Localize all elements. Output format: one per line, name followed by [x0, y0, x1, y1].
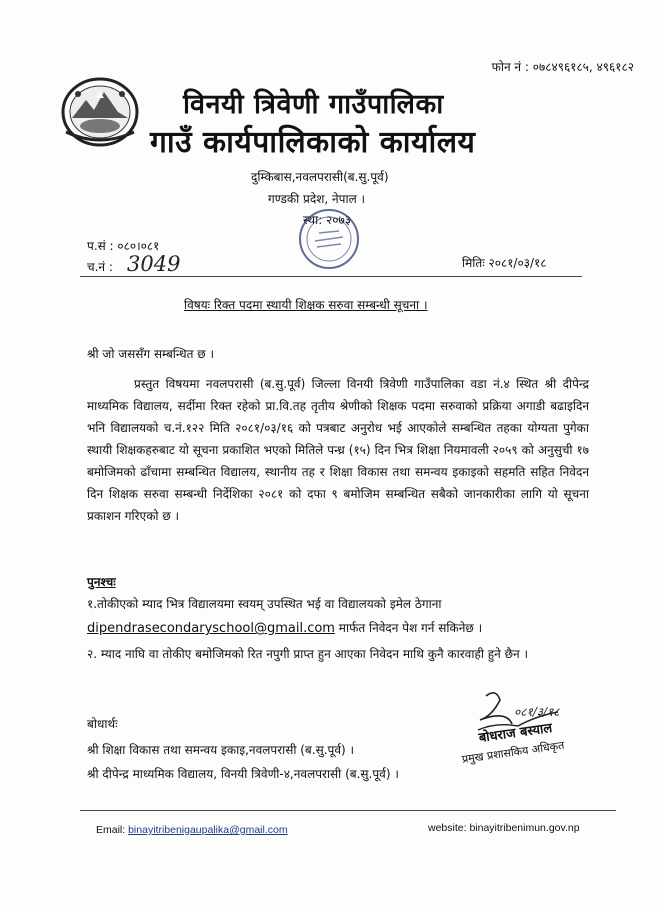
nepal-emblem-icon	[60, 72, 140, 148]
address-line3: स्था: २०७३	[303, 213, 352, 227]
school-email-link[interactable]: dipendrasecondaryschool@gmail.com	[87, 621, 335, 636]
cc-line1: श्री शिक्षा विकास तथा समन्वय इकाइ,नवलपरासी (ब.सु.पूर्व) ।	[87, 743, 355, 757]
footer-email	[96, 824, 288, 836]
punashcha-item1-rest: मार्फत निवेदन पेश गर्न सकिनेछ ।	[334, 621, 483, 635]
phone-number: फोन नं : ०७८४९६१८५, ४९६१८२	[491, 60, 634, 74]
letter-date: मितिः २०८१/०३/१८	[462, 256, 547, 270]
punashcha-heading: पुनश्चः	[87, 575, 116, 589]
punashcha-item2: २. म्याद नाघि वा तोकीए बमोजिमको रित नपुगी प्राप्त हुन आएका निवेदन माथि कुनै कारवाही हुने छैन ।	[87, 647, 529, 661]
cc-line2: श्री दीपेन्द्र माध्यमिक विद्यालय, विनयी त्रिवेणी-४,नवलपरासी (ब.सु.पूर्व) ।	[87, 767, 399, 781]
subject-line: विषयः रिक्त पदमा स्थायी शिक्षक सरुवा सम्बन्धी सूचना ।	[184, 298, 428, 312]
footer-website	[428, 822, 580, 834]
punashcha-item1-line1: १.तोकीएको म्याद भित्र विद्यालयमा स्वयम् उपस्थित भई वा विद्यालयको इमेल ठेगाना	[87, 597, 442, 611]
punashcha-item1-line2	[87, 619, 482, 636]
footer-website-label: website:	[428, 822, 470, 834]
chalani-label: च.नं :	[87, 260, 113, 274]
footer-email-link[interactable]: binayitribenigaupalika@gmail.com	[128, 824, 288, 836]
footer-email-label: Email:	[96, 824, 129, 836]
patra-sankhya: प.सं : ०८०।०८१	[87, 239, 160, 253]
header-divider	[80, 276, 582, 277]
office-title-line2: गाउँ कार्यपालिकाको कार्यालय	[150, 125, 476, 160]
signatory-title: प्रमुख प्रशासकिय अधिकृत	[461, 738, 566, 767]
office-title-line1: विनयी त्रिवेणी गाउँपालिका	[183, 89, 444, 120]
signatory-name: बोधराज बस्याल	[477, 720, 554, 746]
salutation: श्री जो जससँग सम्बन्धित छ ।	[87, 347, 215, 361]
body-paragraph: प्रस्तुत विषयमा नवलपरासी (ब.सु.पूर्व) जिल्ला विनयी त्रिवेणी गाउँपालिका वडा नं.४ स्थित श्री दीपेन्द्र माध्यमिक विद्यालय, सर्दीमा रिक्त रहेको प्रा.वि.तह तृतीय श्रेणीको शिक्षक पदमा सरुवाको प्रक्रिया अगाडी बढाइदिन भनि विद्यालयको च.नं.१२२ मिति २०८१/०३/१६ को पत्रबाट अनुरोध भई आएकोले सम्बन्धित तहका योग्यता पुगेका स्थायी शिक्षकहरुबाट यो सूचना प्रकाशित भएको मितिले पन्ध्र (१५) दिन भित्र शिक्षा नियमावली २०५९ को अनुसुची १७ बमोजिमको ढाँचामा सम्बन्धित विद्यालय, स्थानीय तह र शिक्षा विकास तथा समन्वय इकाइको सहमति सहित निवेदन दिन शिक्षक सरुवा सम्बन्धी निर्देशिका २०८१ को दफा ९ बमोजिम सम्बन्धित सबैको जानकारीका लागि यो सूचना प्रकाशन गरिएको छ ।	[87, 377, 589, 523]
cc-heading: बोधार्थः	[87, 717, 118, 731]
office-stamp-icon	[297, 207, 361, 271]
signature-date: ०८१/३/१८	[514, 705, 560, 719]
footer-divider	[80, 810, 616, 811]
chalani-number-handwritten: 3049	[127, 252, 181, 276]
address-line1: दुम्किबास,नवलपरासी(ब.सु.पूर्व)	[251, 170, 389, 184]
address-line2: गण्डकी प्रदेश, नेपाल ।	[268, 192, 366, 206]
footer-website-link[interactable]: binayitribenimun.gov.np	[469, 822, 580, 834]
